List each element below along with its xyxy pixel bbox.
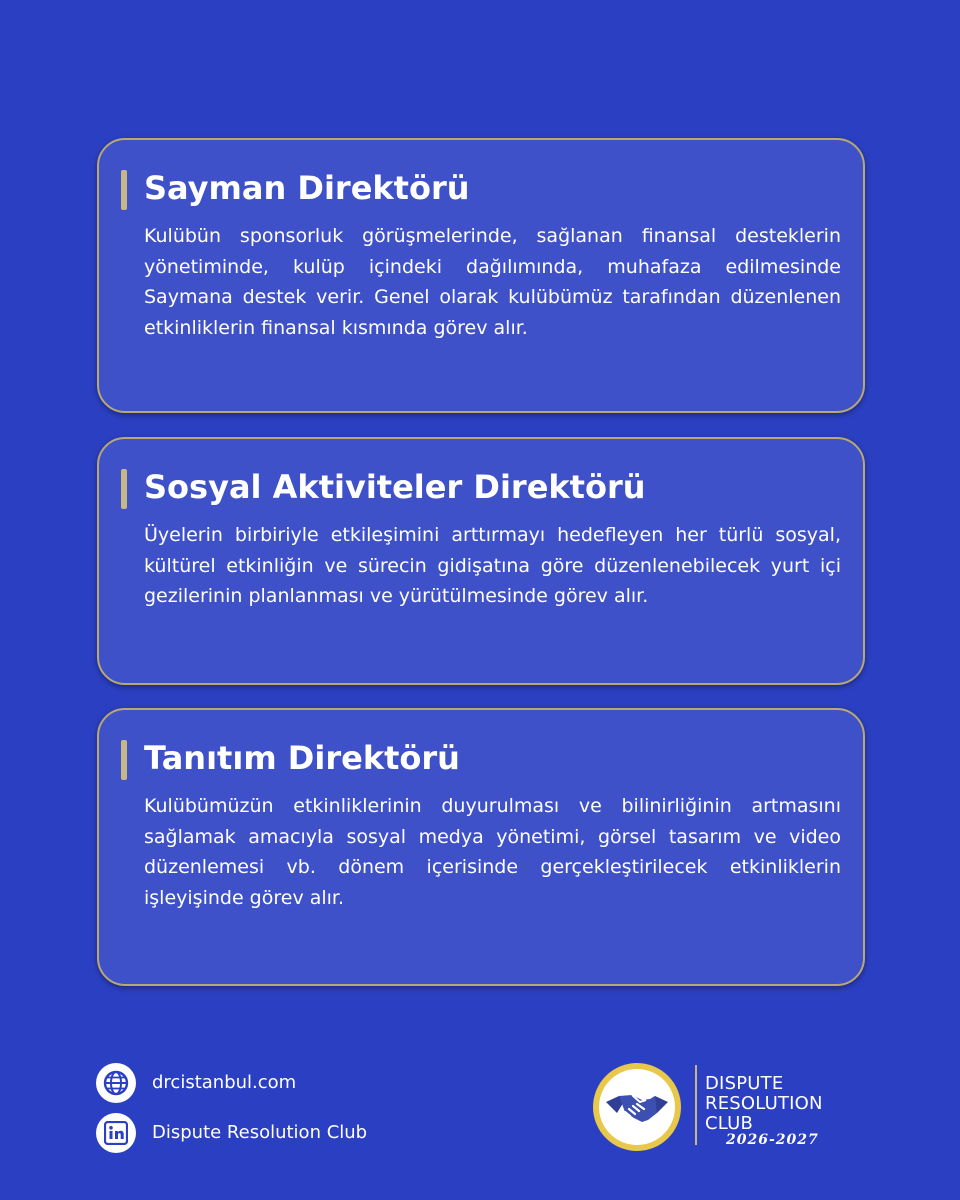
linkedin-icon — [96, 1113, 136, 1153]
website-link[interactable] — [96, 1063, 296, 1103]
linkedin-text: Dispute Resolution Club — [152, 1122, 368, 1143]
card-title: Sosyal Aktiviteler Direktörü — [144, 468, 646, 506]
title-accent-bar — [121, 740, 127, 780]
club-name-line-1: DISPUTE — [705, 1073, 784, 1094]
title-accent-bar — [121, 170, 127, 210]
handshake-icon — [592, 1062, 682, 1152]
linkedin-link[interactable] — [96, 1113, 367, 1153]
card-description: Kulübün sponsorluk görüşmelerinde, sağlanan finansal desteklerin yönetiminde, kulüp içindeki dağılımında, muhafaza edilmesinde Saymana destek verir. Genel olarak kulübümüz tarafından düzenlenen etkinliklerin finansal kısmında görev alır. — [144, 225, 841, 339]
card-description: Üyelerin birbiriyle etkileşimini arttırmayı hedefleyen her türlü sosyal, kültürel etkinliğin ve sürecin gidişatına göre düzenlenebilecek yurt içi gezilerinin planlanması ve yürütülmesinde görev alır. — [144, 524, 841, 607]
card-title: Tanıtım Direktörü — [144, 739, 460, 777]
logo-divider — [695, 1065, 697, 1145]
card-sayman-direktoru — [97, 138, 865, 413]
card-description: Kulübümüzün etkinliklerinin duyurulması ve bilinirliğinin artmasını sağlamak amacıyla sosyal medya yönetimi, görsel tasarım ve video düzenlemesi vb. dönem içerisinde gerçekleştirilecek etkinliklerin işleyişinde görev alır. — [144, 795, 841, 909]
title-accent-bar — [121, 469, 127, 509]
card-tanitim-direktoru — [97, 708, 865, 986]
card-title: Sayman Direktörü — [144, 169, 470, 207]
globe-icon — [96, 1063, 136, 1103]
club-name-line-3: CLUB — [705, 1113, 754, 1134]
website-text: drcistanbul.com — [152, 1072, 297, 1093]
card-sosyal-aktiviteler-direktoru — [97, 437, 865, 685]
club-year: 2026-2027 — [726, 1132, 819, 1148]
club-name-line-2: RESOLUTION — [705, 1093, 823, 1114]
